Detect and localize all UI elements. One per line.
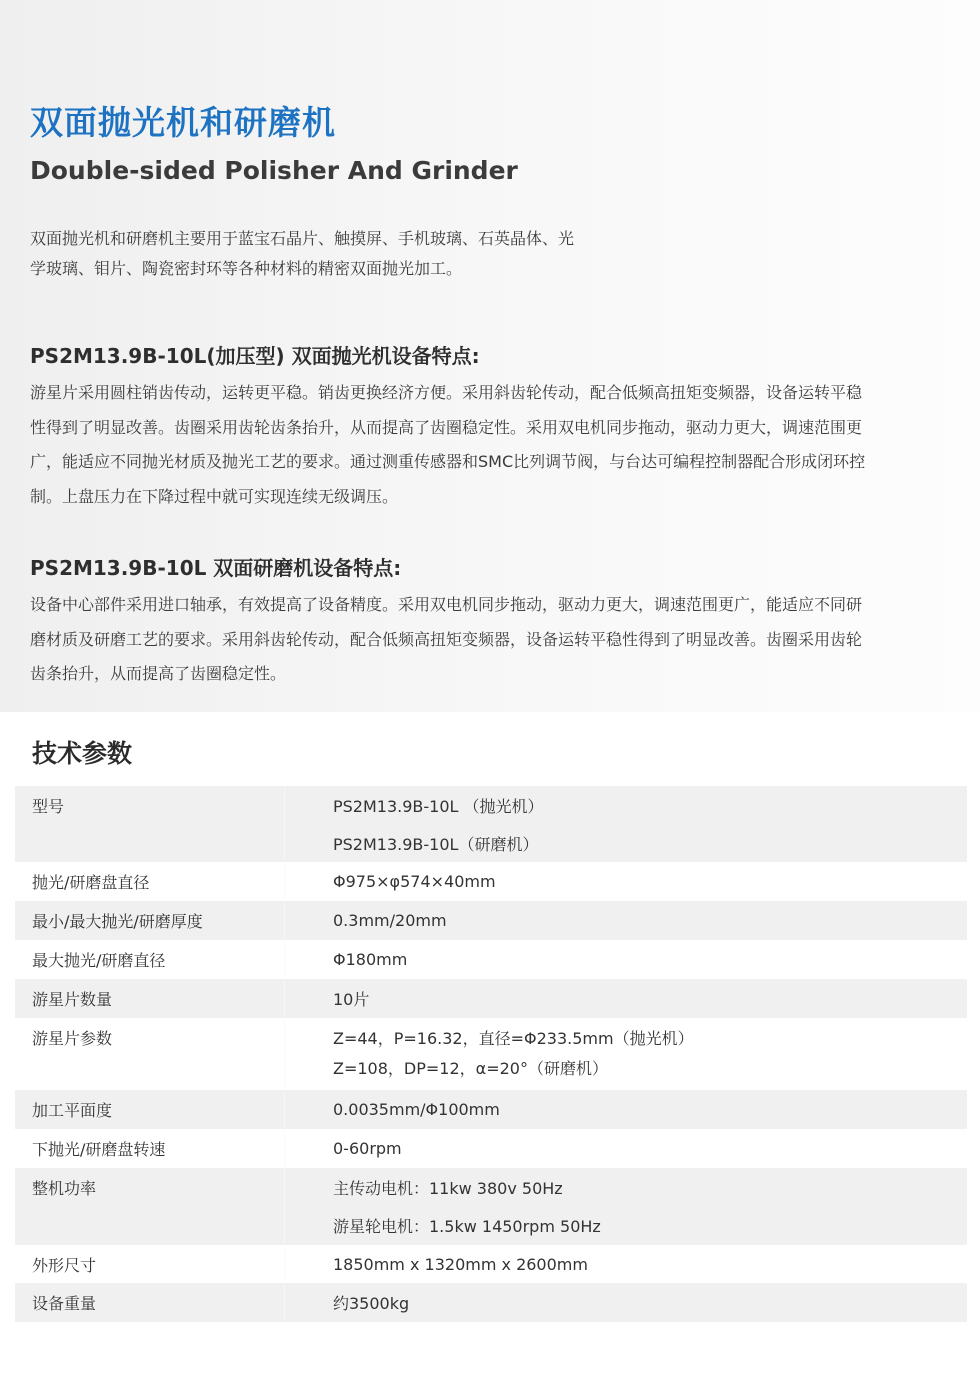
spec-value-line: Z=108，DP=12，α=20°（研磨机） — [333, 1059, 608, 1078]
spec-value: PS2M13.9B-10L （抛光机） — [285, 786, 968, 824]
table-row — [15, 1245, 967, 1283]
table-row — [15, 862, 967, 901]
spec-value-line: Z=44，P=16.32，直径=Φ233.5mm（抛光机） — [333, 1029, 694, 1048]
spec-label — [15, 824, 285, 862]
specs-title: 技术参数 — [32, 739, 133, 768]
spec-value: 游星轮电机：1.5kw 1450rpm 50Hz — [285, 1206, 968, 1245]
paragraph-line: 磨材质及研磨工艺的要求。采用斜齿轮传动，配合低频高扭矩变频器，设备运转平稳性得到了明显改善。齿圈采用齿轮 — [30, 629, 863, 649]
polisher-features-text — [30, 376, 942, 514]
table-row — [15, 1283, 967, 1322]
spec-value: 0.0035mm/Φ100mm — [285, 1090, 968, 1129]
spec-label: 整机功率 — [15, 1168, 285, 1206]
spec-label — [15, 1206, 285, 1245]
intro-paragraph — [30, 224, 650, 284]
grinder-features-text — [30, 588, 942, 692]
paragraph-line: 设备中心部件采用进口轴承，有效提高了设备精度。采用双电机同步拖动，驱动力更大，调速范围更广，能适应不同研 — [30, 595, 863, 614]
grinder-features-heading: PS2M13.9B-10L 双面研磨机设备特点: — [30, 556, 402, 580]
spec-value: 主传动电机：11kw 380v 50Hz — [285, 1168, 968, 1206]
spec-value: Φ975×φ574×40mm — [285, 862, 968, 901]
spec-label: 抛光/研磨盘直径 — [15, 862, 285, 901]
table-row — [15, 1018, 967, 1090]
spec-label: 外形尺寸 — [15, 1245, 285, 1283]
paragraph-line: 性得到了明显改善。齿圈采用齿轮齿条抬升，从而提高了齿圈稳定性。采用双电机同步拖动，驱动力更大，调速范围更 — [30, 417, 863, 437]
polisher-features-heading: PS2M13.9B-10L(加压型) 双面抛光机设备特点: — [30, 344, 480, 368]
spec-label: 型号 — [15, 786, 285, 824]
spec-label: 加工平面度 — [15, 1090, 285, 1129]
table-row — [15, 1129, 967, 1168]
spec-value: 0.3mm/20mm — [285, 901, 968, 940]
table-row — [15, 1206, 967, 1245]
table-row — [15, 979, 967, 1018]
spec-label: 最小/最大抛光/研磨厚度 — [15, 901, 285, 940]
table-row — [15, 1168, 967, 1206]
spec-value: 10片 — [285, 979, 968, 1018]
spec-value: Φ180mm — [285, 940, 968, 979]
spec-value: PS2M13.9B-10L（研磨机） — [285, 824, 968, 862]
spec-value: 1850mm x 1320mm x 2600mm — [285, 1245, 968, 1283]
page-subtitle: Double-sided Polisher And Grinder — [30, 156, 518, 185]
table-row — [15, 786, 967, 824]
table-row — [15, 940, 967, 979]
spec-label: 下抛光/研磨盘转速 — [15, 1129, 285, 1168]
paragraph-line: 游星片采用圆柱销齿传动，运转更平稳。销齿更换经济方便。采用斜齿轮传动，配合低频高扭矩变频器，设备运转平稳 — [30, 383, 863, 402]
spec-value: 0-60rpm — [285, 1129, 968, 1168]
specs-table — [15, 786, 967, 1322]
table-row — [15, 901, 967, 940]
paragraph-line: 制。上盘压力在下降过程中就可实现连续无级调压。 — [30, 486, 399, 506]
spec-label: 设备重量 — [15, 1283, 285, 1322]
spec-value — [285, 1018, 968, 1090]
spec-label: 游星片数量 — [15, 979, 285, 1018]
page-title: 双面抛光机和研磨机 — [30, 103, 336, 142]
intro-line: 学玻璃、钼片、陶瓷密封环等各种材料的精密双面抛光加工。 — [30, 259, 463, 278]
spec-label: 最大抛光/研磨直径 — [15, 940, 285, 979]
paragraph-line: 齿条抬升，从而提高了齿圈稳定性。 — [30, 664, 287, 683]
table-row — [15, 824, 967, 862]
spec-value: 约3500kg — [285, 1283, 968, 1322]
table-row — [15, 1090, 967, 1129]
intro-line: 双面抛光机和研磨机主要用于蓝宝石晶片、触摸屏、手机玻璃、石英晶体、光 — [30, 229, 575, 248]
spec-label: 游星片参数 — [15, 1018, 285, 1090]
paragraph-line: 广，能适应不同抛光材质及抛光工艺的要求。通过测重传感器和SMC比列调节阀，与台达可编程控制器配合形成闭环控 — [30, 452, 866, 471]
